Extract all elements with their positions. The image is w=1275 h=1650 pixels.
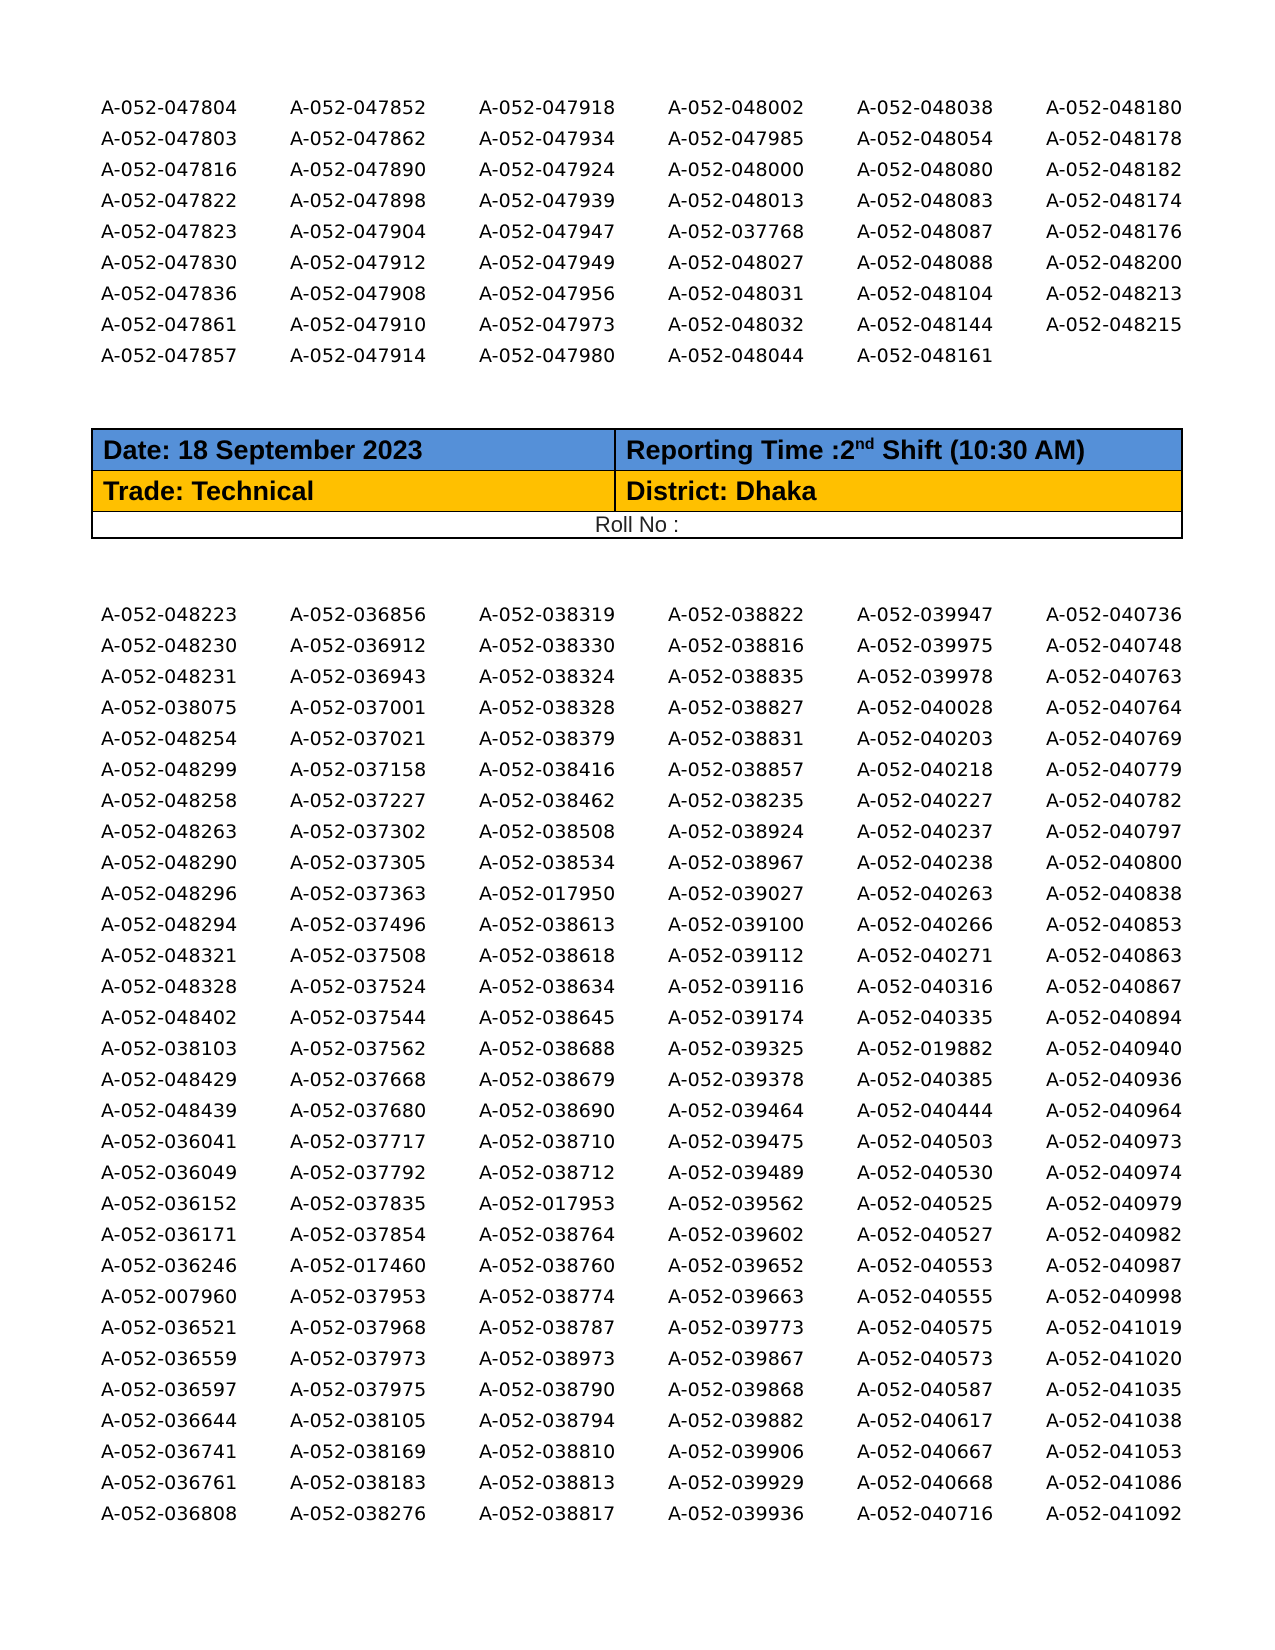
- roll-number: A-052-037302: [290, 821, 427, 843]
- roll-number: A-052-038710: [479, 1131, 616, 1153]
- roll-number: A-052-041038: [1046, 1410, 1183, 1432]
- roll-number: A-052-038690: [479, 1100, 616, 1122]
- roll-number: A-052-036943: [290, 666, 427, 688]
- roll-number: A-052-048088: [857, 252, 994, 274]
- roll-number: A-052-048031: [668, 283, 805, 305]
- roll-number: A-052-047830: [101, 252, 238, 274]
- roll-number: A-052-048054: [857, 128, 994, 150]
- roll-number: A-052-040936: [1046, 1069, 1183, 1091]
- roll-number: A-052-039936: [668, 1503, 805, 1525]
- roll-number: A-052-037717: [290, 1131, 427, 1153]
- roll-number: A-052-038618: [479, 945, 616, 967]
- reporting-time-ordinal: nd: [855, 436, 875, 453]
- roll-number: A-052-040503: [857, 1131, 994, 1153]
- roll-number: A-052-039929: [668, 1472, 805, 1494]
- roll-number: A-052-040530: [857, 1162, 994, 1184]
- roll-number: A-052-040769: [1046, 728, 1183, 750]
- roll-number: A-052-040940: [1046, 1038, 1183, 1060]
- roll-number: A-052-038613: [479, 914, 616, 936]
- roll-number: A-052-040335: [857, 1007, 994, 1029]
- roll-number: A-052-040998: [1046, 1286, 1183, 1308]
- roll-number: A-052-039978: [857, 666, 994, 688]
- roll-number: A-052-048213: [1046, 283, 1183, 305]
- schedule-info-table: [91, 428, 1183, 539]
- roll-number: A-052-040894: [1046, 1007, 1183, 1029]
- trade-cell: Trade: Technical: [93, 471, 616, 511]
- roll-number: A-052-036521: [101, 1317, 238, 1339]
- roll-number: A-052-041019: [1046, 1317, 1183, 1339]
- roll-number: A-052-038712: [479, 1162, 616, 1184]
- roll-number: A-052-047908: [290, 283, 427, 305]
- roll-number: A-052-040867: [1046, 976, 1183, 998]
- roll-number: A-052-047973: [479, 314, 616, 336]
- roll-number: A-052-048038: [857, 97, 994, 119]
- roll-number: A-052-036049: [101, 1162, 238, 1184]
- roll-number: A-052-037496: [290, 914, 427, 936]
- roll-number: A-052-038774: [479, 1286, 616, 1308]
- roll-number: A-052-039663: [668, 1286, 805, 1308]
- date-cell: Date: 18 September 2023: [93, 430, 616, 470]
- roll-number: A-052-036856: [290, 604, 427, 626]
- roll-number: A-052-039773: [668, 1317, 805, 1339]
- roll-number: A-052-048290: [101, 852, 238, 874]
- roll-number: A-052-048000: [668, 159, 805, 181]
- roll-number: A-052-047985: [668, 128, 805, 150]
- roll-number: A-052-048294: [101, 914, 238, 936]
- roll-number: A-052-037562: [290, 1038, 427, 1060]
- roll-number: A-052-037524: [290, 976, 427, 998]
- roll-number: A-052-048182: [1046, 159, 1183, 181]
- roll-number: A-052-047980: [479, 345, 616, 367]
- roll-number: A-052-038416: [479, 759, 616, 781]
- roll-number: A-052-039652: [668, 1255, 805, 1277]
- roll-number: A-052-048200: [1046, 252, 1183, 274]
- roll-number: A-052-048104: [857, 283, 994, 305]
- roll-number: A-052-047924: [479, 159, 616, 181]
- roll-number: A-052-039174: [668, 1007, 805, 1029]
- roll-number: A-052-036808: [101, 1503, 238, 1525]
- roll-number: A-052-040782: [1046, 790, 1183, 812]
- roll-number: A-052-040266: [857, 914, 994, 936]
- roll-number: A-052-040736: [1046, 604, 1183, 626]
- roll-number: A-052-038330: [479, 635, 616, 657]
- roll-number: A-052-040238: [857, 852, 994, 874]
- roll-number: A-052-038679: [479, 1069, 616, 1091]
- roll-number: A-052-048254: [101, 728, 238, 750]
- roll-number: A-052-040227: [857, 790, 994, 812]
- roll-number: A-052-037158: [290, 759, 427, 781]
- roll-number: A-052-047836: [101, 283, 238, 305]
- roll-number: A-052-048176: [1046, 221, 1183, 243]
- roll-number: A-052-038075: [101, 697, 238, 719]
- roll-number: A-052-047947: [479, 221, 616, 243]
- roll-number: A-052-036597: [101, 1379, 238, 1401]
- roll-number: A-052-041086: [1046, 1472, 1183, 1494]
- roll-number: A-052-037305: [290, 852, 427, 874]
- roll-number: A-052-047857: [101, 345, 238, 367]
- roll-number: A-052-048429: [101, 1069, 238, 1091]
- roll-number: A-052-040973: [1046, 1131, 1183, 1153]
- roll-number: A-052-017953: [479, 1193, 616, 1215]
- roll-number: A-052-039475: [668, 1131, 805, 1153]
- roll-number: A-052-040987: [1046, 1255, 1183, 1277]
- roll-number: A-052-047861: [101, 314, 238, 336]
- roll-number: A-052-040797: [1046, 821, 1183, 843]
- roll-number: A-052-047934: [479, 128, 616, 150]
- roll-number: A-052-048321: [101, 945, 238, 967]
- roll-number: A-052-038764: [479, 1224, 616, 1246]
- roll-number: A-052-041053: [1046, 1441, 1183, 1463]
- roll-number: A-052-036152: [101, 1193, 238, 1215]
- roll-number: A-052-048080: [857, 159, 994, 181]
- roll-number: A-052-040555: [857, 1286, 994, 1308]
- roll-number: A-052-040617: [857, 1410, 994, 1432]
- roll-number: A-052-040763: [1046, 666, 1183, 688]
- roll-number: A-052-037508: [290, 945, 427, 967]
- roll-number: A-052-048083: [857, 190, 994, 212]
- roll-number: A-052-048223: [101, 604, 238, 626]
- roll-number: A-052-040748: [1046, 635, 1183, 657]
- roll-number: A-052-037792: [290, 1162, 427, 1184]
- roll-number: A-052-040982: [1046, 1224, 1183, 1246]
- roll-number: A-052-038924: [668, 821, 805, 843]
- reporting-time-prefix: Reporting Time :2: [626, 435, 856, 465]
- roll-number: A-052-039464: [668, 1100, 805, 1122]
- roll-number: A-052-041092: [1046, 1503, 1183, 1525]
- roll-number: A-052-047816: [101, 159, 238, 181]
- roll-number: A-052-038760: [479, 1255, 616, 1277]
- roll-number: A-052-048144: [857, 314, 994, 336]
- roll-number: A-052-017460: [290, 1255, 427, 1277]
- roll-number: A-052-036912: [290, 635, 427, 657]
- roll-number: A-052-038835: [668, 666, 805, 688]
- roll-number: A-052-039906: [668, 1441, 805, 1463]
- roll-number: A-052-038462: [479, 790, 616, 812]
- roll-number: A-052-039116: [668, 976, 805, 998]
- roll-number: A-052-036041: [101, 1131, 238, 1153]
- roll-number: A-052-048032: [668, 314, 805, 336]
- roll-number: A-052-040237: [857, 821, 994, 843]
- roll-number: A-052-036171: [101, 1224, 238, 1246]
- date-time-row: [93, 430, 1181, 471]
- roll-number: A-052-038324: [479, 666, 616, 688]
- roll-number: A-052-039325: [668, 1038, 805, 1060]
- roll-number: A-052-038688: [479, 1038, 616, 1060]
- roll-number: A-052-038813: [479, 1472, 616, 1494]
- roll-number: A-052-037680: [290, 1100, 427, 1122]
- roll-number: A-052-038379: [479, 728, 616, 750]
- roll-number: A-052-047823: [101, 221, 238, 243]
- roll-number: A-052-040853: [1046, 914, 1183, 936]
- roll-number: A-052-037021: [290, 728, 427, 750]
- roll-number: A-052-037973: [290, 1348, 427, 1370]
- roll-number: A-052-037854: [290, 1224, 427, 1246]
- roll-number: A-052-048263: [101, 821, 238, 843]
- roll-number: A-052-040271: [857, 945, 994, 967]
- roll-number: A-052-041020: [1046, 1348, 1183, 1370]
- roll-number: A-052-039378: [668, 1069, 805, 1091]
- roll-number: A-052-047956: [479, 283, 616, 305]
- roll-number: A-052-038183: [290, 1472, 427, 1494]
- trade-district-row: [93, 471, 1181, 512]
- roll-number: A-052-040028: [857, 697, 994, 719]
- roll-number: A-052-048002: [668, 97, 805, 119]
- roll-number: A-052-040316: [857, 976, 994, 998]
- roll-number: A-052-037968: [290, 1317, 427, 1339]
- roll-number: A-052-040575: [857, 1317, 994, 1339]
- roll-number: A-052-048230: [101, 635, 238, 657]
- roll-number: A-052-048178: [1046, 128, 1183, 150]
- roll-number: A-052-036741: [101, 1441, 238, 1463]
- reporting-time-cell: [616, 430, 1181, 470]
- roll-number: A-052-037001: [290, 697, 427, 719]
- roll-number: A-052-039947: [857, 604, 994, 626]
- roll-number: A-052-040863: [1046, 945, 1183, 967]
- roll-number: A-052-038816: [668, 635, 805, 657]
- roll-number: A-052-040573: [857, 1348, 994, 1370]
- roll-number: A-052-038810: [479, 1441, 616, 1463]
- roll-number: A-052-038787: [479, 1317, 616, 1339]
- roll-number: A-052-036761: [101, 1472, 238, 1494]
- roll-number: A-052-040203: [857, 728, 994, 750]
- roll-number: A-052-048328: [101, 976, 238, 998]
- roll-number: A-052-017950: [479, 883, 616, 905]
- roll-number: A-052-038508: [479, 821, 616, 843]
- roll-number: A-052-036644: [101, 1410, 238, 1432]
- roll-number: A-052-047890: [290, 159, 427, 181]
- roll-number: A-052-047852: [290, 97, 427, 119]
- roll-number: A-052-038105: [290, 1410, 427, 1432]
- roll-number: A-052-038169: [290, 1441, 427, 1463]
- roll-number: A-052-038328: [479, 697, 616, 719]
- roll-number: A-052-048231: [101, 666, 238, 688]
- roll-number: A-052-037668: [290, 1069, 427, 1091]
- roll-number: A-052-037363: [290, 883, 427, 905]
- roll-number: A-052-039868: [668, 1379, 805, 1401]
- roll-number: A-052-047949: [479, 252, 616, 274]
- roll-number: A-052-037768: [668, 221, 805, 243]
- reporting-time-suffix: Shift (10:30 AM): [874, 435, 1086, 465]
- roll-number: A-052-040587: [857, 1379, 994, 1401]
- roll-number: A-052-047804: [101, 97, 238, 119]
- roll-number: A-052-039602: [668, 1224, 805, 1246]
- roll-number: A-052-048296: [101, 883, 238, 905]
- district-cell: District: Dhaka: [626, 476, 817, 506]
- roll-number: A-052-041035: [1046, 1379, 1183, 1401]
- roll-number: A-052-047914: [290, 345, 427, 367]
- roll-number: A-052-047912: [290, 252, 427, 274]
- roll-number: A-052-038973: [479, 1348, 616, 1370]
- roll-number: A-052-048439: [101, 1100, 238, 1122]
- roll-number: A-052-047822: [101, 190, 238, 212]
- roll-number: A-052-040525: [857, 1193, 994, 1215]
- roll-number: A-052-040667: [857, 1441, 994, 1463]
- roll-number: A-052-038634: [479, 976, 616, 998]
- roll-number: A-052-038790: [479, 1379, 616, 1401]
- roll-number: A-052-037544: [290, 1007, 427, 1029]
- roll-number: A-052-036559: [101, 1348, 238, 1370]
- roll-number: A-052-047910: [290, 314, 427, 336]
- roll-number: A-052-040838: [1046, 883, 1183, 905]
- roll-number: A-052-048174: [1046, 190, 1183, 212]
- roll-number: A-052-048402: [101, 1007, 238, 1029]
- roll-number: A-052-040716: [857, 1503, 994, 1525]
- roll-number: A-052-038967: [668, 852, 805, 874]
- roll-number: A-052-039975: [857, 635, 994, 657]
- roll-number: A-052-040964: [1046, 1100, 1183, 1122]
- roll-number: A-052-048013: [668, 190, 805, 212]
- roll-number: A-052-039100: [668, 914, 805, 936]
- roll-number: A-052-038794: [479, 1410, 616, 1432]
- roll-number: A-052-038822: [668, 604, 805, 626]
- roll-number: A-052-039112: [668, 945, 805, 967]
- roll-label-row: [93, 512, 1181, 537]
- roll-number: A-052-039027: [668, 883, 805, 905]
- roll-number: A-052-038817: [479, 1503, 616, 1525]
- roll-number: A-052-040800: [1046, 852, 1183, 874]
- roll-number: A-052-039867: [668, 1348, 805, 1370]
- roll-number: A-052-047939: [479, 190, 616, 212]
- roll-number: A-052-037835: [290, 1193, 427, 1215]
- roll-number: A-052-039882: [668, 1410, 805, 1432]
- roll-number: A-052-040974: [1046, 1162, 1183, 1184]
- roll-number: A-052-040444: [857, 1100, 994, 1122]
- roll-number: A-052-038534: [479, 852, 616, 874]
- roll-number: A-052-037975: [290, 1379, 427, 1401]
- roll-number: A-052-048215: [1046, 314, 1183, 336]
- roll-number: A-052-040218: [857, 759, 994, 781]
- roll-number: A-052-048027: [668, 252, 805, 274]
- roll-number: A-052-048180: [1046, 97, 1183, 119]
- roll-number: A-052-048161: [857, 345, 994, 367]
- roll-number: A-052-038827: [668, 697, 805, 719]
- roll-number: A-052-048044: [668, 345, 805, 367]
- roll-number: A-052-048258: [101, 790, 238, 812]
- roll-number: A-052-047918: [479, 97, 616, 119]
- roll-number: A-052-040979: [1046, 1193, 1183, 1215]
- roll-number: A-052-047862: [290, 128, 427, 150]
- roll-number: A-052-040527: [857, 1224, 994, 1246]
- roll-number: A-052-040764: [1046, 697, 1183, 719]
- roll-number: A-052-040385: [857, 1069, 994, 1091]
- roll-number: A-052-038857: [668, 759, 805, 781]
- roll-number: A-052-048299: [101, 759, 238, 781]
- roll-number: A-052-038235: [668, 790, 805, 812]
- roll-number: A-052-007960: [101, 1286, 238, 1308]
- roll-number: A-052-040668: [857, 1472, 994, 1494]
- roll-number: A-052-047898: [290, 190, 427, 212]
- roll-number: A-052-040779: [1046, 759, 1183, 781]
- roll-number: A-052-036246: [101, 1255, 238, 1277]
- roll-number: A-052-047904: [290, 221, 427, 243]
- roll-number: A-052-038831: [668, 728, 805, 750]
- roll-number: A-052-048087: [857, 221, 994, 243]
- roll-number: A-052-040263: [857, 883, 994, 905]
- roll-number: A-052-037953: [290, 1286, 427, 1308]
- roll-number: A-052-038103: [101, 1038, 238, 1060]
- roll-number: A-052-038276: [290, 1503, 427, 1525]
- roll-no-label: Roll No :: [594, 512, 680, 537]
- roll-number: A-052-019882: [857, 1038, 994, 1060]
- roll-number: A-052-039489: [668, 1162, 805, 1184]
- roll-number: A-052-037227: [290, 790, 427, 812]
- roll-number: A-052-039562: [668, 1193, 805, 1215]
- roll-number: A-052-038645: [479, 1007, 616, 1029]
- roll-number: A-052-040553: [857, 1255, 994, 1277]
- roll-number: A-052-038319: [479, 604, 616, 626]
- roll-number: A-052-047803: [101, 128, 238, 150]
